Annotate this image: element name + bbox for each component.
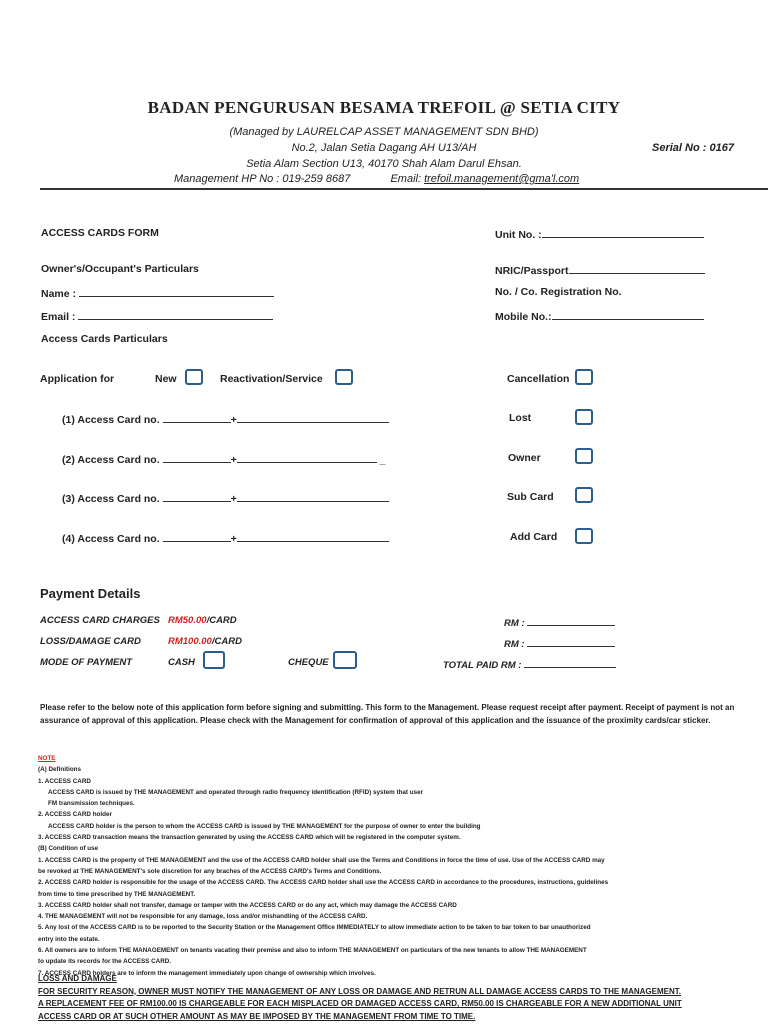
note-line: 2. ACCESS CARD holder — [38, 811, 112, 819]
note-line: (B) Condition of use — [38, 845, 99, 853]
plus-sign: + — [230, 533, 237, 545]
loss-damage-line: A REPLACEMENT FEE OF RM100.00 IS CHARGEABLE FOR EACH MISPLACED OR DAMAGED ACCESS CARD, RM50.00 IS CHARGEABLE FOR A NEW ADDITIONAL UNIT — [38, 999, 682, 1008]
access-card-label: (2) Access Card no. — [62, 454, 160, 466]
note-line: ACCESS CARD holder is the person to whom the ACCESS CARD is issued by THE MANAGEMENT for the purpose of owner to enter the building — [48, 822, 481, 830]
loss-damage-section — [38, 973, 682, 1023]
form-title: ACCESS CARDS FORM — [41, 227, 159, 239]
access-card-row[interactable] — [62, 412, 389, 426]
note-line: 4. THE MANAGEMENT will not be responsible for any damage, loss and/or mishandling of the ACCESS CARD. — [38, 913, 368, 921]
note-line: to update its records for the ACCESS CARD. — [38, 958, 172, 966]
management-hp: Management HP No : 019-259 8687 — [174, 173, 351, 185]
note-line: 3. ACCESS CARD transaction means the transaction generated by using the ACCESS CARD which will be registered in the computer system. — [38, 834, 461, 842]
nric-label: NRIC/Passport — [495, 265, 569, 277]
total-paid-field[interactable]: TOTAL PAID RM : — [443, 657, 616, 671]
loss-damage-heading: LOSS AND DAMAGE — [38, 974, 117, 983]
notes-section — [38, 753, 608, 979]
note-line: 5. Any lost of the ACCESS CARD is to be reported to the Security Station or the Management Office IMMEDIATELY to allow immediate action to be taken to bar token to bar unauthorized — [38, 924, 591, 932]
cheque-label: CHEQUE — [288, 657, 329, 668]
cancellation-checkbox[interactable] — [575, 369, 593, 385]
access-card-label: (3) Access Card no. — [62, 493, 160, 505]
address-line-2: Setia Alam Section U13, 40170 Shah Alam Darul Ehsan. — [246, 158, 522, 170]
sub-card-checkbox[interactable] — [575, 487, 593, 503]
lost-checkbox[interactable] — [575, 409, 593, 425]
unit-no-label: Unit No. : — [495, 229, 542, 241]
email-field[interactable] — [41, 309, 273, 323]
organization-title: BADAN PENGURUSAN BESAMA TREFOIL @ SETIA CITY — [147, 98, 621, 117]
note-line: 2. ACCESS CARD holder is responsible for the usage of the ACCESS CARD. The ACCESS CARD holder shall use the ACCESS CARD in accordance to the procedures, instructions, guidelines — [38, 879, 609, 887]
lost-label: Lost — [509, 412, 532, 424]
access-card-row[interactable] — [62, 531, 389, 545]
note-line: entry into the estate. — [38, 935, 100, 943]
mode-of-payment-label: MODE OF PAYMENT — [40, 657, 133, 668]
note-line: 7. ACCESS CARD holders are to inform the management immediately upon change of ownership which involves. — [38, 969, 376, 977]
application-for-label: Application for — [40, 373, 115, 385]
charges-rm-field[interactable]: RM : — [504, 615, 615, 629]
name-field[interactable] — [41, 286, 274, 300]
owner-particulars-heading: Owner's/Occupant's Particulars — [41, 263, 199, 275]
instructions-paragraph: Please refer to the below note of this application form before signing and submitting. This form to the Management. Please request receipt after payment. Receipt of payment is not an assurance of approval of this application. Please check with the Management for confirmation of approval of this application and the issuance of the proximity cards/car sticker. — [40, 703, 735, 725]
access-card-label: (4) Access Card no. — [62, 533, 160, 545]
plus-sign: + — [230, 454, 237, 466]
serial-number: Serial No : 0167 — [652, 142, 734, 154]
cancellation-label: Cancellation — [507, 373, 570, 385]
note-line: 6. All owners are to inform THE MANAGEMENT on tenants vacating their premise and also to inform THE MANAGEMENT on particulars of the new tenants to allow THE MANAGEMENT — [38, 947, 587, 955]
email-label: Email: — [390, 173, 422, 185]
loss-rm-field[interactable]: RM : — [504, 636, 615, 650]
note-line: 3. ACCESS CARD holder shall not transfer, damage or tamper with the ACCESS CARD or do any act, which may damage the ACCESS CARD — [38, 901, 457, 909]
management-email[interactable]: trefoil.management@gma'l.com — [424, 173, 580, 185]
sub-card-label: Sub Card — [507, 491, 554, 503]
trailing-underscore: _ — [379, 454, 386, 466]
loss-damage-line: FOR SECURITY REASON, OWNER MUST NOTIFY THE MANAGEMENT OF ANY LOSS OR DAMAGE AND RETRUN ALL DAMAGE ACCESS CARDS TO THE MANAGEMENT. — [38, 986, 681, 996]
payment-details-heading: Payment Details — [40, 586, 141, 601]
note-line: be revoked at THE MANAGEMENT's sole discretion for any braches of the ACCESS CARD's Terms and Conditions. — [38, 867, 382, 875]
email-field-label: Email : — [41, 311, 76, 323]
plus-sign: + — [230, 493, 237, 505]
note-heading: NOTE — [38, 755, 56, 762]
plus-sign: + — [230, 414, 237, 426]
header-divider — [40, 188, 768, 190]
managed-by-line: (Managed by LAURELCAP ASSET MANAGEMENT SDN BHD) — [229, 126, 539, 138]
mobile-label: Mobile No.: — [495, 311, 552, 323]
loss-damage-label: LOSS/DAMAGE CARD — [40, 636, 141, 647]
reactivation-checkbox[interactable] — [335, 369, 353, 385]
note-line: from time to time prescribed by THE MANAGEMENT. — [38, 890, 196, 898]
owner-checkbox[interactable] — [575, 448, 593, 464]
access-card-charges-label: ACCESS CARD CHARGES — [40, 615, 160, 626]
loss-damage-lines — [38, 986, 682, 1024]
access-card-label: (1) Access Card no. — [62, 414, 160, 426]
mobile-field[interactable] — [495, 309, 704, 323]
co-registration-label: No. / Co. Registration No. — [495, 286, 622, 298]
cash-checkbox[interactable] — [203, 651, 225, 669]
access-card-row[interactable] — [62, 491, 389, 505]
access-card-row[interactable] — [62, 452, 385, 466]
note-line: 1. ACCESS CARD — [38, 777, 91, 785]
note-line: ACCESS CARD is issued by THE MANAGEMENT and operated through radio frequency identification (RFID) system that user — [48, 788, 424, 796]
address-line-1: No.2, Jalan Setia Dagang AH U13/AH — [291, 142, 477, 154]
note-line: (A) Definitions — [38, 766, 82, 774]
cash-label: CASH — [168, 657, 195, 668]
access-card-charges-amount: RM50.00/CARD — [168, 615, 237, 626]
new-checkbox[interactable] — [185, 369, 203, 385]
note-line: 1. ACCESS CARD is the property of THE MANAGEMENT and the use of the ACCESS CARD holder shall use the Terms and Conditions in force the time of use. Use of the ACCESS CARD may — [38, 856, 605, 864]
loss-damage-line: ACCESS CARD OR AT SUCH OTHER AMOUNT AS MAY BE IMPOSED BY THE MANAGEMENT FROM TIME TO TIME. — [38, 1011, 476, 1021]
loss-damage-amount: RM100.00/CARD — [168, 636, 242, 647]
reactivation-label: Reactivation/Service — [220, 373, 323, 385]
cheque-checkbox[interactable] — [333, 651, 357, 669]
note-line: FM transmission techniques. — [48, 800, 135, 808]
unit-no-field[interactable] — [495, 227, 704, 241]
new-label: New — [155, 373, 177, 385]
notes-lines — [38, 764, 608, 979]
contact-line — [174, 173, 579, 185]
add-card-label: Add Card — [510, 531, 558, 543]
add-card-checkbox[interactable] — [575, 528, 593, 544]
name-label: Name : — [41, 288, 77, 300]
nric-field[interactable] — [495, 263, 705, 277]
access-cards-particulars-heading: Access Cards Particulars — [41, 333, 168, 345]
owner-label: Owner — [508, 452, 541, 464]
